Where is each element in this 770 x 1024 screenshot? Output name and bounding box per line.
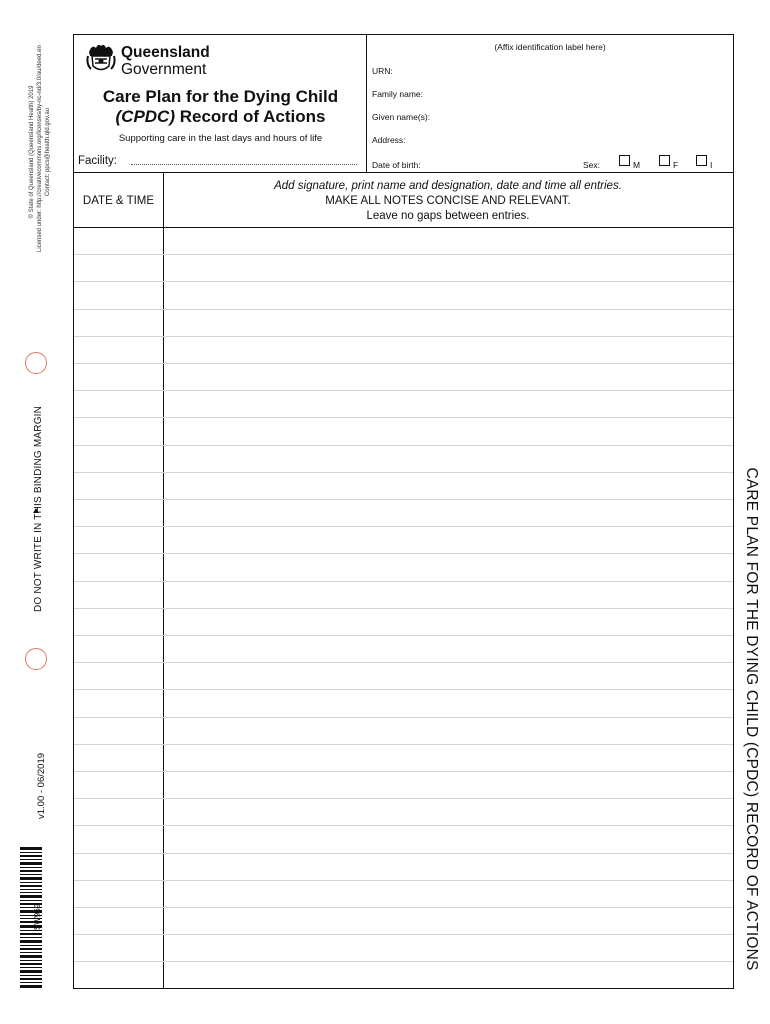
form-title-suffix: Record of Actions	[175, 107, 326, 126]
entry-row-line[interactable]	[74, 499, 733, 500]
given-names-field-label: Given name(s):	[372, 112, 431, 122]
entry-row-line[interactable]	[74, 608, 733, 609]
entry-row-line[interactable]	[74, 880, 733, 881]
table-header-divider	[74, 227, 733, 228]
version-label: v1.00 - 06/2019	[36, 752, 47, 820]
binding-hole-top	[25, 352, 47, 374]
entry-row-line[interactable]	[74, 417, 733, 418]
record-form	[73, 34, 734, 989]
entry-row-line[interactable]	[74, 309, 733, 310]
entry-row-line[interactable]	[74, 825, 733, 826]
entry-row-line[interactable]	[74, 553, 733, 554]
entry-row-line[interactable]	[74, 254, 733, 255]
entry-row-line[interactable]	[74, 798, 733, 799]
patient-label-area	[367, 35, 733, 172]
dob-field-label: Date of birth:	[372, 160, 421, 170]
sex-i-label: I	[710, 160, 713, 170]
form-title-line2	[74, 107, 367, 127]
entry-row-line[interactable]	[74, 771, 733, 772]
side-title: CARE PLAN FOR THE DYING CHILD (CPDC) RECORD OF ACTIONS	[743, 467, 760, 971]
sex-i-checkbox[interactable]	[696, 155, 707, 166]
entry-row-line[interactable]	[74, 689, 733, 690]
entry-row-line[interactable]	[74, 717, 733, 718]
sex-f-checkbox[interactable]	[659, 155, 670, 166]
sex-m-checkbox[interactable]	[619, 155, 630, 166]
header-divider	[74, 172, 733, 173]
copyright-line: Contact: ppcs@health.qld.gov.au	[45, 107, 51, 197]
entry-row-line[interactable]	[74, 961, 733, 962]
instruction-signature: Add signature, print name and designation, date and time all entries.	[274, 180, 622, 192]
family-name-field-label: Family name:	[372, 89, 424, 99]
affix-label-note: (Affix identification label here)	[494, 42, 606, 52]
copyright-line: Licensed under: http://creativecommons.org/licenses/by-nc-nd/3.0/au/deed.en	[37, 45, 43, 252]
entry-row-line[interactable]	[74, 635, 733, 636]
entry-row-line[interactable]	[74, 853, 733, 854]
address-field-label: Address:	[372, 135, 406, 145]
form-acronym: (CPDC)	[115, 107, 175, 126]
entry-row-line[interactable]	[74, 907, 733, 908]
sex-field-label: Sex:	[583, 160, 601, 170]
copyright-line: © State of Queensland (Queensland Health) 2019	[29, 85, 35, 219]
urn-field-label: URN:	[372, 66, 393, 76]
entry-row-line[interactable]	[74, 662, 733, 663]
queensland-crest-icon	[86, 42, 116, 74]
instruction-no-gaps: Leave no gaps between entries.	[366, 210, 530, 222]
logo-wordmark-government: Government	[121, 61, 207, 78]
form-header	[74, 35, 367, 172]
facility-field[interactable]	[131, 164, 357, 165]
form-subtitle: Supporting care in the last days and hours of life	[118, 133, 323, 144]
form-title: Care Plan for the Dying Child	[102, 87, 339, 106]
binding-hole-bottom	[25, 648, 47, 670]
entry-row-line[interactable]	[74, 281, 733, 282]
entry-row-line[interactable]	[74, 744, 733, 745]
binding-margin-text: DO NOT WRITE IN THIS BINDING MARGIN	[33, 405, 44, 612]
form-code: SW969	[33, 903, 42, 931]
date-time-column-header: DATE & TIME	[82, 195, 155, 207]
entry-row-line[interactable]	[74, 336, 733, 337]
facility-label: Facility:	[78, 155, 117, 167]
logo-wordmark-queensland: Queensland	[121, 44, 210, 61]
entry-row-line[interactable]	[74, 445, 733, 446]
instruction-concise: MAKE ALL NOTES CONCISE AND RELEVANT.	[325, 195, 571, 207]
entry-row-line[interactable]	[74, 526, 733, 527]
sex-m-label: M	[633, 160, 641, 170]
entry-row-line[interactable]	[74, 934, 733, 935]
entry-row-line[interactable]	[74, 581, 733, 582]
entry-row-line[interactable]	[74, 472, 733, 473]
copyright-notice	[28, 45, 52, 252]
entry-row-line[interactable]	[74, 363, 733, 364]
sex-f-label: F	[673, 160, 679, 170]
entry-row-line[interactable]	[74, 390, 733, 391]
